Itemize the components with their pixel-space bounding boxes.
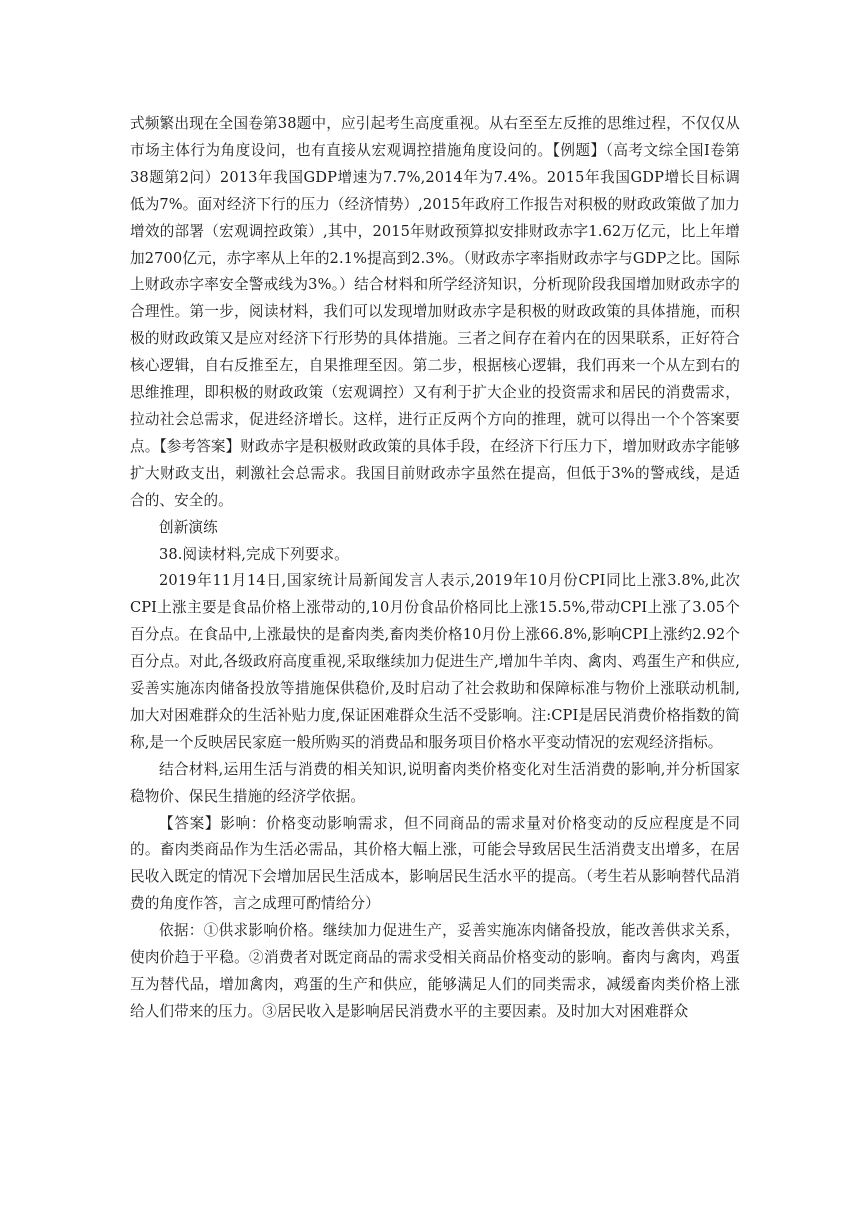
section-heading-innovation-practice: 创新演练 (159, 518, 218, 536)
basis-paragraph: 依据：①供求影响价格。继续加力促进生产，妥善实施冻肉储备投放，能改善供求关系，使肉价趋于平稳。②消费者对既定商品的需求受相关商品价格变动的影响。畜肉与禽肉，鸡蛋互为替代品，增加禽肉，鸡蛋的生产和供应，能够满足人们的同类需求，减缓畜肉类价格上涨给人们带来的压力。③居民收入是影响居民消费水平的主要因素。及时加大对困难群众 (130, 922, 740, 1020)
question-requirement: 结合材料,运用生活与消费的相关知识,说明畜肉类价格变化对生活消费的影响,并分析国家稳物价、保民生措施的经济学依据。 (130, 760, 740, 805)
paragraph-example-analysis: 式频繁出现在全国卷第38题中，应引起考生高度重视。从右至至左反推的思维过程，不仅仅从市场主体行为角度设问，也有直接从宏观调控措施角度设问的。【例题】（高考文综全国Ⅰ卷第38题第2问）2013年我国GDP增速为7.7%,2014年为7.4%。2015年我国GDP增长目标调低为7%。面对经济下行的压力（经济情势）,2015年政府工作报告对积极的财政政策做了加力增效的部署（宏观调控政策）,其中，2015年财政预算拟安排财政赤字1.62万亿元，比上年增加2700亿元，赤字率从上年的2.1%提高到2.3%。（财政赤字率指财政赤字与GDP之比。国际上财政赤字率安全警戒线为3%。）结合材料和所学经济知识，分析现阶段我国增加财政赤字的合理性。第一步，阅读材料，我们可以发现增加财政赤字是积极的财政政策的具体措施，而积极的财政政策又是应对经济下行形势的具体措施。三者之间存在着内在的因果联系，正好符合核心逻辑，自右反推至左，自果推理至因。第二步，根据核心逻辑，我们再来一个从左到右的思维推理，即积极的财政政策（宏观调控）又有利于扩大企业的投资需求和居民的消费需求，拉动社会总需求，促进经济增长。这样，进行正反两个方向的推理，就可以得出一个个答案要点。【参考答案】财政赤字是积极财政政策的具体手段，在经济下行压力下，增加财政赤字能够扩大财政支出，刺激社会总需求。我国目前财政赤字虽然在提高，但低于3%的警戒线，是适合的、安全的。 (130, 115, 740, 509)
question-prompt: 38.阅读材料,完成下列要求。 (159, 545, 349, 563)
document-body (130, 111, 740, 1026)
material-paragraph: 2019年11月14日,国家统计局新闻发言人表示,2019年10月份CPI同比上涨3.8%,此次CPI上涨主要是食品价格上涨带动的,10月份食品价格同比上涨15.5%,带动CPI上涨了3.05个百分点。在食品中,上涨最快的是畜肉类,畜肉类价格10月份上涨66.8%,影响CPI上涨约2.92个百分点。对此,各级政府高度重视,采取继续加力促进生产,增加牛羊肉、禽肉、鸡蛋生产和供应,妥善实施冻肉储备投放等措施保供稳价,及时启动了社会救助和保障标准与物价上涨联动机制,加大对困难群众的生活补贴力度,保证困难群众生活不受影响。注:CPI是居民消费价格指数的简称,是一个反映居民家庭一般所购买的消费品和服务项目价格水平变动情况的宏观经济指标。 (130, 572, 740, 751)
answer-paragraph: 【答案】影响：价格变动影响需求，但不同商品的需求量对价格变动的反应程度是不同的。畜肉类商品作为生活必需品，其价格大幅上涨，可能会导致居民生活消费支出增多，在居民收入既定的情况下会增加居民生活成本，影响居民生活水平的提高。（考生若从影响替代品消费的角度作答，言之成理可酌情给分） (130, 814, 740, 913)
